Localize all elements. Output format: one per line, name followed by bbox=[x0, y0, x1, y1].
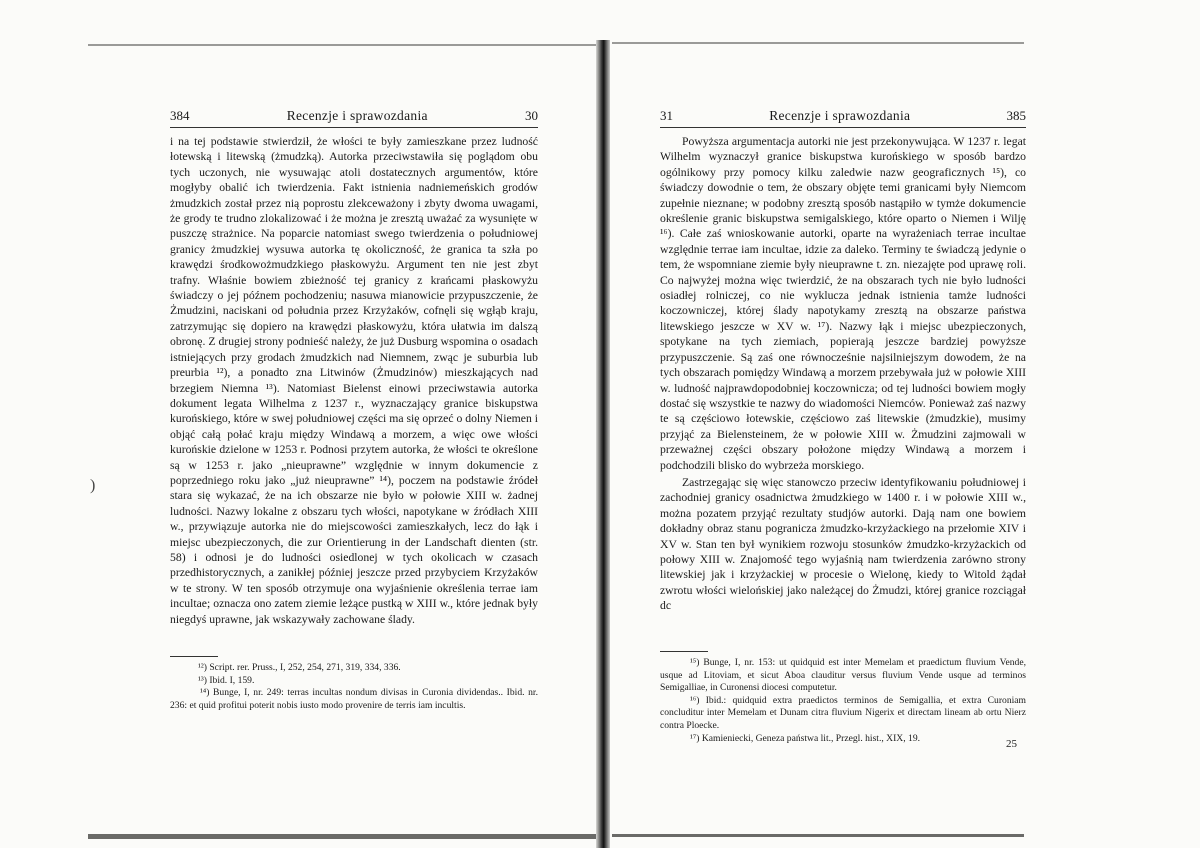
footnotes bbox=[170, 656, 538, 712]
folio-number: 30 bbox=[525, 108, 538, 123]
paragraph: Powyższa argumentacja autorki nie jest przekonywująca. W 1237 r. legat Wilhelm wyznaczył granice biskupstwa kurońskiego w sposób bardzo ogólnikowy przy pomocy kilku zaledwie nazw geograficznych ¹⁵), co świadczy dowodnie o tem, że obszary objęte temi granicami były Niemcom zupełnie nieznane; w podobny zresztą sposób nastąpiło w tymże dokumencie określenie granic biskupstwa semigalskiego, które oparto o Niemen i Wilję ¹⁶). Całe zaś wnioskowanie autorki, oparte na wyrażeniach terrae incultae względnie terrae iam incultae, idzie za daleko. Terminy te świadczą jedynie o tem, że wspomniane ziemie były nieuprawne t. zn. niezajęte pod uprawę roli. Co najwyżej można więc twierdzić, że na obszarach tych nie było ludności osiadłej rolniczej, co nie wyklucza jednak istnienia tamże ludności koczowniczej, której ślady napotykamy zresztą na obszarze państwa litewskiego jeszcze w XV w. ¹⁷). Nazwy łąk i miejsc ubezpieczonych, spotykane na tych ziemiach, popierają jeszcze bardziej powyższe przypuszczenie. Są zaś one równocześnie najsilniejszym dowodem, że na tych obszarach pomiędzy Windawą a morzem przebywała już w połowie XIII w. ludność najprawdopodobniej koczownicza; od tej ludności bowiem mogły dostać się wszystkie te nazwy do wiadomości Niemców. Ponieważ zaś nazwy te są częściowo łotewskie, częściowo zaś litewskie (żmudzkie), musimy przyjąć za Bielensteinem, że w połowie XIII w. Żmudzini zajmowali w przeważnej części obszary położone między Windawą a morzem i podchodzili blisko do wybrzeża morskiego. bbox=[660, 135, 1026, 472]
running-header bbox=[660, 108, 1026, 128]
paragraph: Zastrzegając się więc stanowczo przeciw identyfikowaniu południowej i zachodniej granicy osadnictwa żmudzkiego w 1400 r. i w połowie XIII w., można pozatem przyjąć rezultaty studjów autorki. Dają nam one bowiem dokładny obraz stanu pogranicza żmudzko-krzyżackiego na przełomie XIV i XV w. Stan ten był wynikiem rozwoju stosunków żmudzko-krzyżackich od połowy XIII w. Znajomość tego wyjaśnią nam twierdzenia zarówno strony litewskiej jak i krzyżackiej w procesie o Wielonę, kiedy to Witold żądał zwrotu włości wielońskiej jako należącej do Żmudzi, której granice rozciągał dc bbox=[660, 475, 1026, 613]
footnote: ¹⁵) Bunge, I, nr. 153: ut quidquid est inter Memelam et praedictum fluvium Vende, usque ad Litoviam, et sicut Aboa clauditur versus fluvium Vende usque ad terminos Semigalliae, in Curonensi diocesi computetur. bbox=[660, 657, 1026, 694]
signature-mark: 25 bbox=[1006, 738, 1017, 750]
running-header bbox=[170, 108, 538, 128]
footnote-rule bbox=[660, 651, 708, 652]
running-head-title: Recenzje i sprawozdania bbox=[769, 108, 911, 123]
footnote: ¹⁴) Bunge, I, nr. 249: terras incultas nondum divisas in Curonia dividendas.. Ibid. nr. 236: et quid profitui poterit nobis iusto modo provenire de terris iam incultis. bbox=[170, 687, 538, 711]
running-head-title: Recenzje i sprawozdania bbox=[286, 108, 428, 123]
paragraph: i na tej podstawie stwierdził, że włości te były zamieszkane przez ludność łotewską i litewską (żmudzką). Autorka przeciwstawiła się poglądom obu tych uczonych, nie wysuwając atoli dostatecznych argumentów, które mogłyby obalić ich twierdzenia. Fakt istnienia nadniemeńskich grodów żmudzkich został przez nią poprostu zlekceważony i zbyty dwoma uwagami, że grody te trudno zlokalizować i że można je zresztą uważać za wysunięte w puszczę strażnice. Na poparcie natomiast swego twierdzenia o południowej granicy żmudzkiej wysuwa autorka tę okoliczność, że granica ta szła po krawędzi środkowożmudzkiego płaskowyżu. Argument ten nie jest zbyt trafny. Właśnie bowiem zbieżność tej granicy z krańcami płaskowyżu świadczy o jej późnem pochodzeniu; nasuwa mianowicie przypuszczenie, że Żmudzini, naciskani od południa przez Krzyżaków, cofnęli się wgłąb kraju, zatrzymując się dopiero na krawędzi płaskowyżu, która ułatwia im dalszą obronę. Z drugiej strony podnieść należy, że już Dusburg wspomina o osadach istniejących przy grodach żmudzkich nad Niemnem, zwąc je suburbia lub preurbia ¹²), a ponadto zna Litwinów (Żmudzinów) mieszkających nad brzegiem Niemna ¹³). Natomiast Bielenst einowi przeciwstawia autorka dokument legata Wilhelma z 1237 r., wyznaczający granice biskupstwa kurońskiego, które w swej południowej części ma się oprzeć o dolny Niemen i objąć całą połać kraju między Windawą a morzem, a więc owe włości kurońskie dzielone w 1253 r. Podnosi przytem autorka, że włości te określone są w 1253 r. jako „nieuprawne” względnie w innym dokumencie z poprzedniego roku jako „już nieuprawne” ¹⁴), poczem na podstawie źródeł stara się wykazać, że na ich obszarze nie było w połowie XIII w. żadnej ludności. Nazwy lokalne z obszaru tych włości, napotykane w źródłach XIII w., przywiązuje autorka nie do miejscowości zamieszkałych, lecz do łąk i miejsc ubezpieczonych, die zur Orientierung in der Landschaft dienten (str. 58) i odnosi je do ludności osiedlonej w tych okolicach w czasach przedhistorycznych, a zanikłej później jeszcze przed przybyciem Krzyżaków w te strony. W ten sposób otrzymuje ona wyjaśnienie określenia terrae iam incultae; oznacza ono zatem ziemie leżące pustką w XIII w., które jednak były niegdyś uprawne, jak wskazywały zachowane ślady. bbox=[170, 135, 538, 626]
footnote: ¹²) Script. rer. Pruss., I, 252, 254, 271, 319, 334, 336. bbox=[198, 662, 401, 673]
footnote-rule bbox=[170, 656, 218, 657]
footnotes bbox=[660, 651, 1026, 745]
body-text bbox=[170, 134, 538, 627]
page-number: 384 bbox=[170, 108, 190, 123]
right-page bbox=[600, 0, 1200, 848]
footnote: ¹⁷) Kamieniecki, Geneza państwa lit., Przegl. hist., XIX, 19. bbox=[690, 732, 921, 744]
body-text bbox=[660, 134, 1026, 614]
page-number: 385 bbox=[1006, 108, 1026, 123]
footnote: ¹³) Ibid. I, 159. bbox=[198, 674, 255, 686]
folio-number: 31 bbox=[660, 108, 673, 123]
footnote: ¹⁶) Ibid.: quidquid extra praedictos terminos de Semigallia, et extra Curoniam concluditur inter Memelam et Dunam citra fluvium Nigerix et directam lineam ab ortu Nierz contra Ploecke. bbox=[660, 694, 1026, 731]
margin-mark: ) bbox=[90, 477, 96, 494]
